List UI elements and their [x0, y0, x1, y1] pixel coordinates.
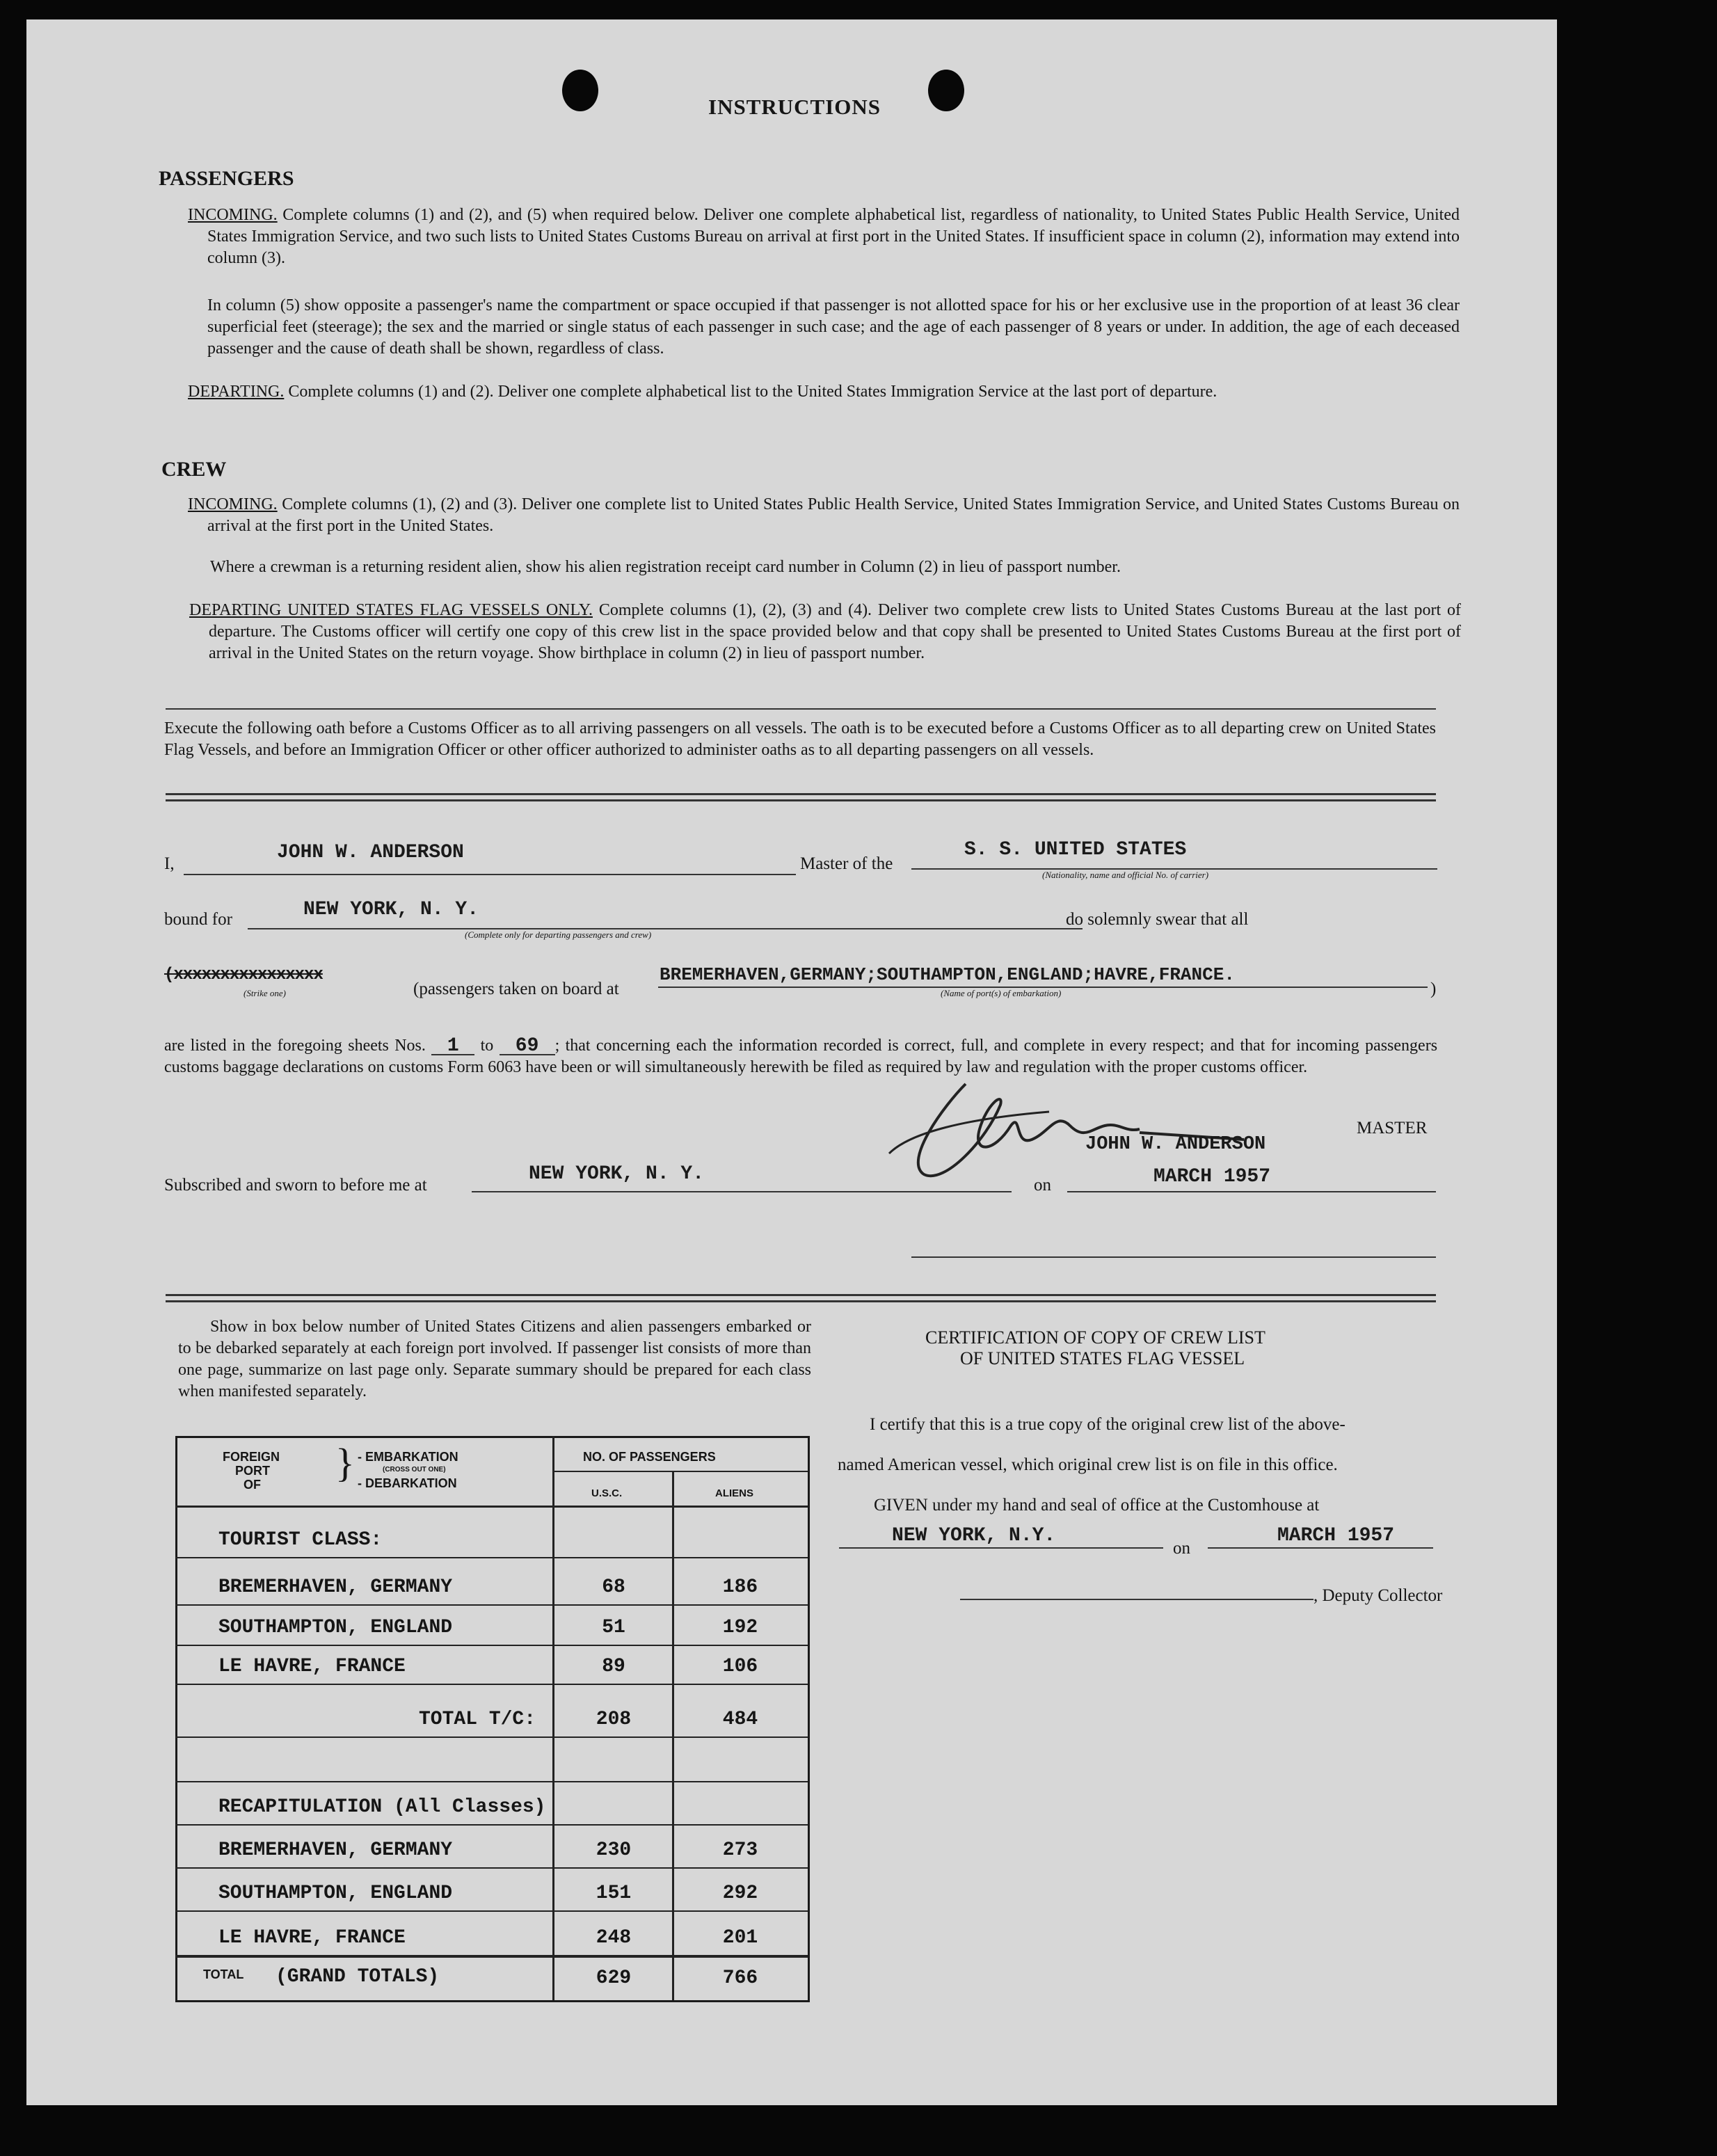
deputy-signature-line: [960, 1599, 1313, 1600]
crew-incoming-paragraph: [188, 494, 1460, 537]
passengers-incoming-paragraph: [188, 205, 1460, 269]
table-row-rule: [175, 1824, 808, 1826]
bound-for-label: bound for: [164, 910, 232, 929]
table-row-usc: 68: [602, 1576, 625, 1598]
table-row-label: SOUTHAMPTON, ENGLAND: [218, 1883, 453, 1904]
bound-for-line: [248, 928, 1083, 929]
certification-date: MARCH 1957: [1277, 1525, 1395, 1547]
ports-value: BREMERHAVEN,GERMANY;SOUTHAMPTON,ENGLAND;HAVRE,FRANCE.: [660, 964, 1235, 985]
to-label: to: [480, 1037, 494, 1055]
sheet-from: 1: [431, 1039, 474, 1055]
double-rule-lower: [166, 1294, 1436, 1302]
listed-label: are listed in the foregoing sheets Nos.: [164, 1037, 426, 1055]
table-row-rule: [175, 1867, 808, 1869]
table-row-aliens: 273: [722, 1839, 758, 1861]
table-row-label: SOUTHAMPTON, ENGLAND: [218, 1617, 453, 1638]
table-row-aliens: 106: [722, 1656, 758, 1677]
ports-caption: (Name of port(s) of embarkation): [941, 988, 1062, 998]
table-row-label: LE HAVRE, FRANCE: [218, 1656, 406, 1677]
header-usc: U.S.C.: [591, 1487, 623, 1499]
subscribed-on-label: on: [1034, 1176, 1051, 1195]
certification-place-line: [839, 1547, 1163, 1549]
column5-paragraph: In column (5) show opposite a passenger's name the compartment or space occupied if that passenger is not allotted space for his or her exclusive use in the proportion of at least 36 clear superficial feet (steerage); the sex and the married or single status of each passenger in such case; and the age of each passenger of 8 years or under. In addition, the age of each deceased passenger and the cause of death shall be shown, regardless of class.: [207, 296, 1460, 358]
header-embarkation: - EMBARKATION: [358, 1450, 458, 1464]
punch-hole-right: [928, 70, 964, 111]
passengers-departing-text: Complete columns (1) and (2). Deliver one complete alphabetical list to the United States Immigration Service at the last port of departure.: [288, 383, 1217, 401]
grand-row-top-rule: [175, 1956, 808, 1958]
officer-signature-line: [911, 1256, 1436, 1258]
crew-incoming-label: INCOMING.: [188, 495, 278, 513]
table-row-aliens: 484: [722, 1709, 758, 1730]
header-of: OF: [243, 1478, 261, 1492]
crew-heading: CREW: [161, 458, 227, 481]
subscribed-date: MARCH 1957: [1153, 1166, 1271, 1188]
vessel-caption: (Nationality, name and official No. of carrier): [1042, 870, 1209, 880]
table-row-aliens: 186: [722, 1576, 758, 1598]
master-label: MASTER: [1357, 1119, 1428, 1137]
certification-on-label: on: [1173, 1539, 1190, 1558]
table-row-rule: [175, 1557, 808, 1558]
master-name: JOHN W. ANDERSON: [277, 842, 464, 863]
certification-text-1: I certify that this is a true copy of the original crew list of the above-: [870, 1415, 1345, 1434]
crew-departing-text: Complete columns (1), (2), (3) and (4). Deliver two complete crew lists to United States Customs Bureau at the last port of departure. The Customs officer will certify one copy of this crew list in the space provided below and that copy shall be presented to United States Customs Bureau at the first port of arrival in the United States on the return voyage. Show birthplace in column (2) in lieu of passport number.: [209, 601, 1462, 662]
grand-totals-label: (GRAND TOTALS): [275, 1966, 440, 1988]
table-row-usc: 51: [602, 1617, 625, 1638]
double-rule: [166, 793, 1436, 801]
table-row-rule: [175, 1684, 808, 1685]
deputy-collector-label: , Deputy Collector: [1313, 1586, 1443, 1605]
table-row-rule: [175, 1781, 808, 1782]
subscribed-place-line: [472, 1191, 1012, 1192]
page-title: INSTRUCTIONS: [708, 95, 881, 119]
swear-label: do solemnly swear that all: [1066, 910, 1249, 929]
header-mid-rule: [552, 1471, 808, 1472]
struck-text: (xxxxxxxxxxxxxxxx: [164, 966, 323, 984]
bound-for-value: NEW YORK, N. Y.: [303, 899, 479, 920]
certification-place: NEW YORK, N.Y.: [892, 1525, 1056, 1547]
crew-departing-label: DEPARTING UNITED STATES FLAG VESSELS ONLY.: [189, 601, 593, 619]
crew-incoming-text: Complete columns (1), (2) and (3). Deliver one complete list to United States Public Health Service, United States Immigration Service, and United States Customs Bureau on arrival at the first port in the United States.: [207, 495, 1460, 535]
header-foreign: FOREIGN: [223, 1450, 280, 1464]
master-name-line: [184, 874, 796, 875]
vessel-name: S. S. UNITED STATES: [964, 839, 1187, 861]
table-row-label: TOURIST CLASS:: [218, 1529, 383, 1551]
table-row-rule: [175, 1736, 808, 1738]
certification-text-2: named American vessel, which original crew list is on file in this office.: [838, 1455, 1338, 1474]
document-page: [26, 19, 1557, 2105]
passengers-heading: PASSENGERS: [159, 167, 294, 190]
grand-total-aliens: 766: [722, 1967, 758, 1989]
table-row-aliens: 192: [722, 1617, 758, 1638]
table-row-label: BREMERHAVEN, GERMANY: [218, 1576, 453, 1598]
header-no-of-passengers: NO. OF PASSENGERS: [583, 1450, 716, 1464]
table-row-aliens: 201: [722, 1927, 758, 1949]
oath-i-label: I,: [164, 854, 175, 873]
punch-hole-left: [562, 70, 598, 111]
summary-instructions: Show in box below number of United States Citizens and alien passengers embarked or to be debarked separately at each foreign port involved. If passenger list consists of more than one page, summarize on last page only. Separate summary should be prepared for each class when manifested separately.: [178, 1318, 811, 1400]
table-row-usc: 230: [596, 1839, 632, 1861]
master-of-label: Master of the: [800, 854, 893, 873]
subscribed-date-line: [1067, 1191, 1436, 1192]
header-debarkation: - DEBARKATION: [358, 1476, 457, 1490]
header-aliens: ALIENS: [715, 1487, 754, 1499]
certification-text-3: GIVEN under my hand and seal of office at the Customhouse at: [874, 1496, 1320, 1515]
certification-title-2: OF UNITED STATES FLAG VESSEL: [960, 1348, 1245, 1368]
bound-for-caption: (Complete only for departing passengers and crew): [465, 929, 652, 940]
passengers-departing-paragraph: [188, 381, 1460, 403]
table-row-usc: 151: [596, 1883, 632, 1904]
crew-departing-paragraph: [189, 600, 1462, 664]
listed-rest: ; that concerning each the information recorded is correct, full, and complete in every respect; and that for incoming passengers customs baggage declarations on customs Form 6063 have been or will simultaneously herewith be filed as required by law and regulation with the proper customs officer.: [164, 1037, 1438, 1076]
table-row-usc: 248: [596, 1927, 632, 1949]
table-row-aliens: 292: [722, 1883, 758, 1904]
crew-resident-paragraph: Where a crewman is a returning resident alien, show his alien registration receipt card number in Column (2) in lieu of passport number.: [210, 558, 1121, 576]
table-row-usc: 89: [602, 1656, 625, 1677]
oath-instructions: Execute the following oath before a Customs Officer as to all arriving passengers on all vessels. The oath is to be executed before a Customs Officer as to all departing crew on United States Flag Vessels, and before an Immigration Officer or other officer authorized to administer oaths as to all departing passengers on all vessels.: [164, 719, 1436, 759]
table-row-label: LE HAVRE, FRANCE: [218, 1927, 406, 1949]
sheet-to: 69: [500, 1039, 555, 1055]
header-bottom-rule: [175, 1506, 808, 1508]
signature-name: JOHN W. ANDERSON: [1085, 1134, 1266, 1155]
subscribed-label: Subscribed and sworn to before me at: [164, 1176, 427, 1195]
subscribed-place: NEW YORK, N. Y.: [529, 1163, 705, 1185]
certification-title-1: CERTIFICATION OF COPY OF CREW LIST: [925, 1327, 1265, 1348]
ports-close-paren: ): [1430, 980, 1437, 998]
grand-total-label: TOTAL: [203, 1967, 244, 1981]
table-row-label: BREMERHAVEN, GERMANY: [218, 1839, 453, 1861]
table-row-label: RECAPITULATION (All Classes): [218, 1796, 546, 1818]
table-row-usc: 208: [596, 1709, 632, 1730]
struck-option: [164, 966, 323, 984]
passengers-taken-label: (passengers taken on board at: [413, 980, 619, 998]
passengers-incoming-text: Complete columns (1) and (2), and (5) when required below. Deliver one complete alphabetical list, regardless of nationality, to United States Public Health Service, United States Immigration Service, and two such lists to United States Customs Bureau on arrival at first port in the United States. If insufficient space in column (2), information may extend into column (3).: [207, 206, 1460, 267]
certification-date-line: [1208, 1547, 1433, 1549]
passengers-incoming-label: INCOMING.: [188, 206, 278, 224]
table-row-rule: [175, 1604, 808, 1606]
header-brace: }: [335, 1440, 355, 1485]
col-rule-1: [552, 1436, 554, 2000]
header-port: PORT: [235, 1464, 271, 1478]
header-cross-out: (CROSS OUT ONE): [383, 1466, 446, 1474]
divider: [166, 708, 1436, 710]
table-row-rule: [175, 1910, 808, 1912]
table-row-label: TOTAL T/C:: [419, 1709, 536, 1730]
grand-total-usc: 629: [596, 1967, 632, 1989]
strike-caption: (Strike one): [243, 988, 287, 998]
table-row-rule: [175, 1645, 808, 1646]
passengers-departing-label: DEPARTING.: [188, 383, 285, 401]
